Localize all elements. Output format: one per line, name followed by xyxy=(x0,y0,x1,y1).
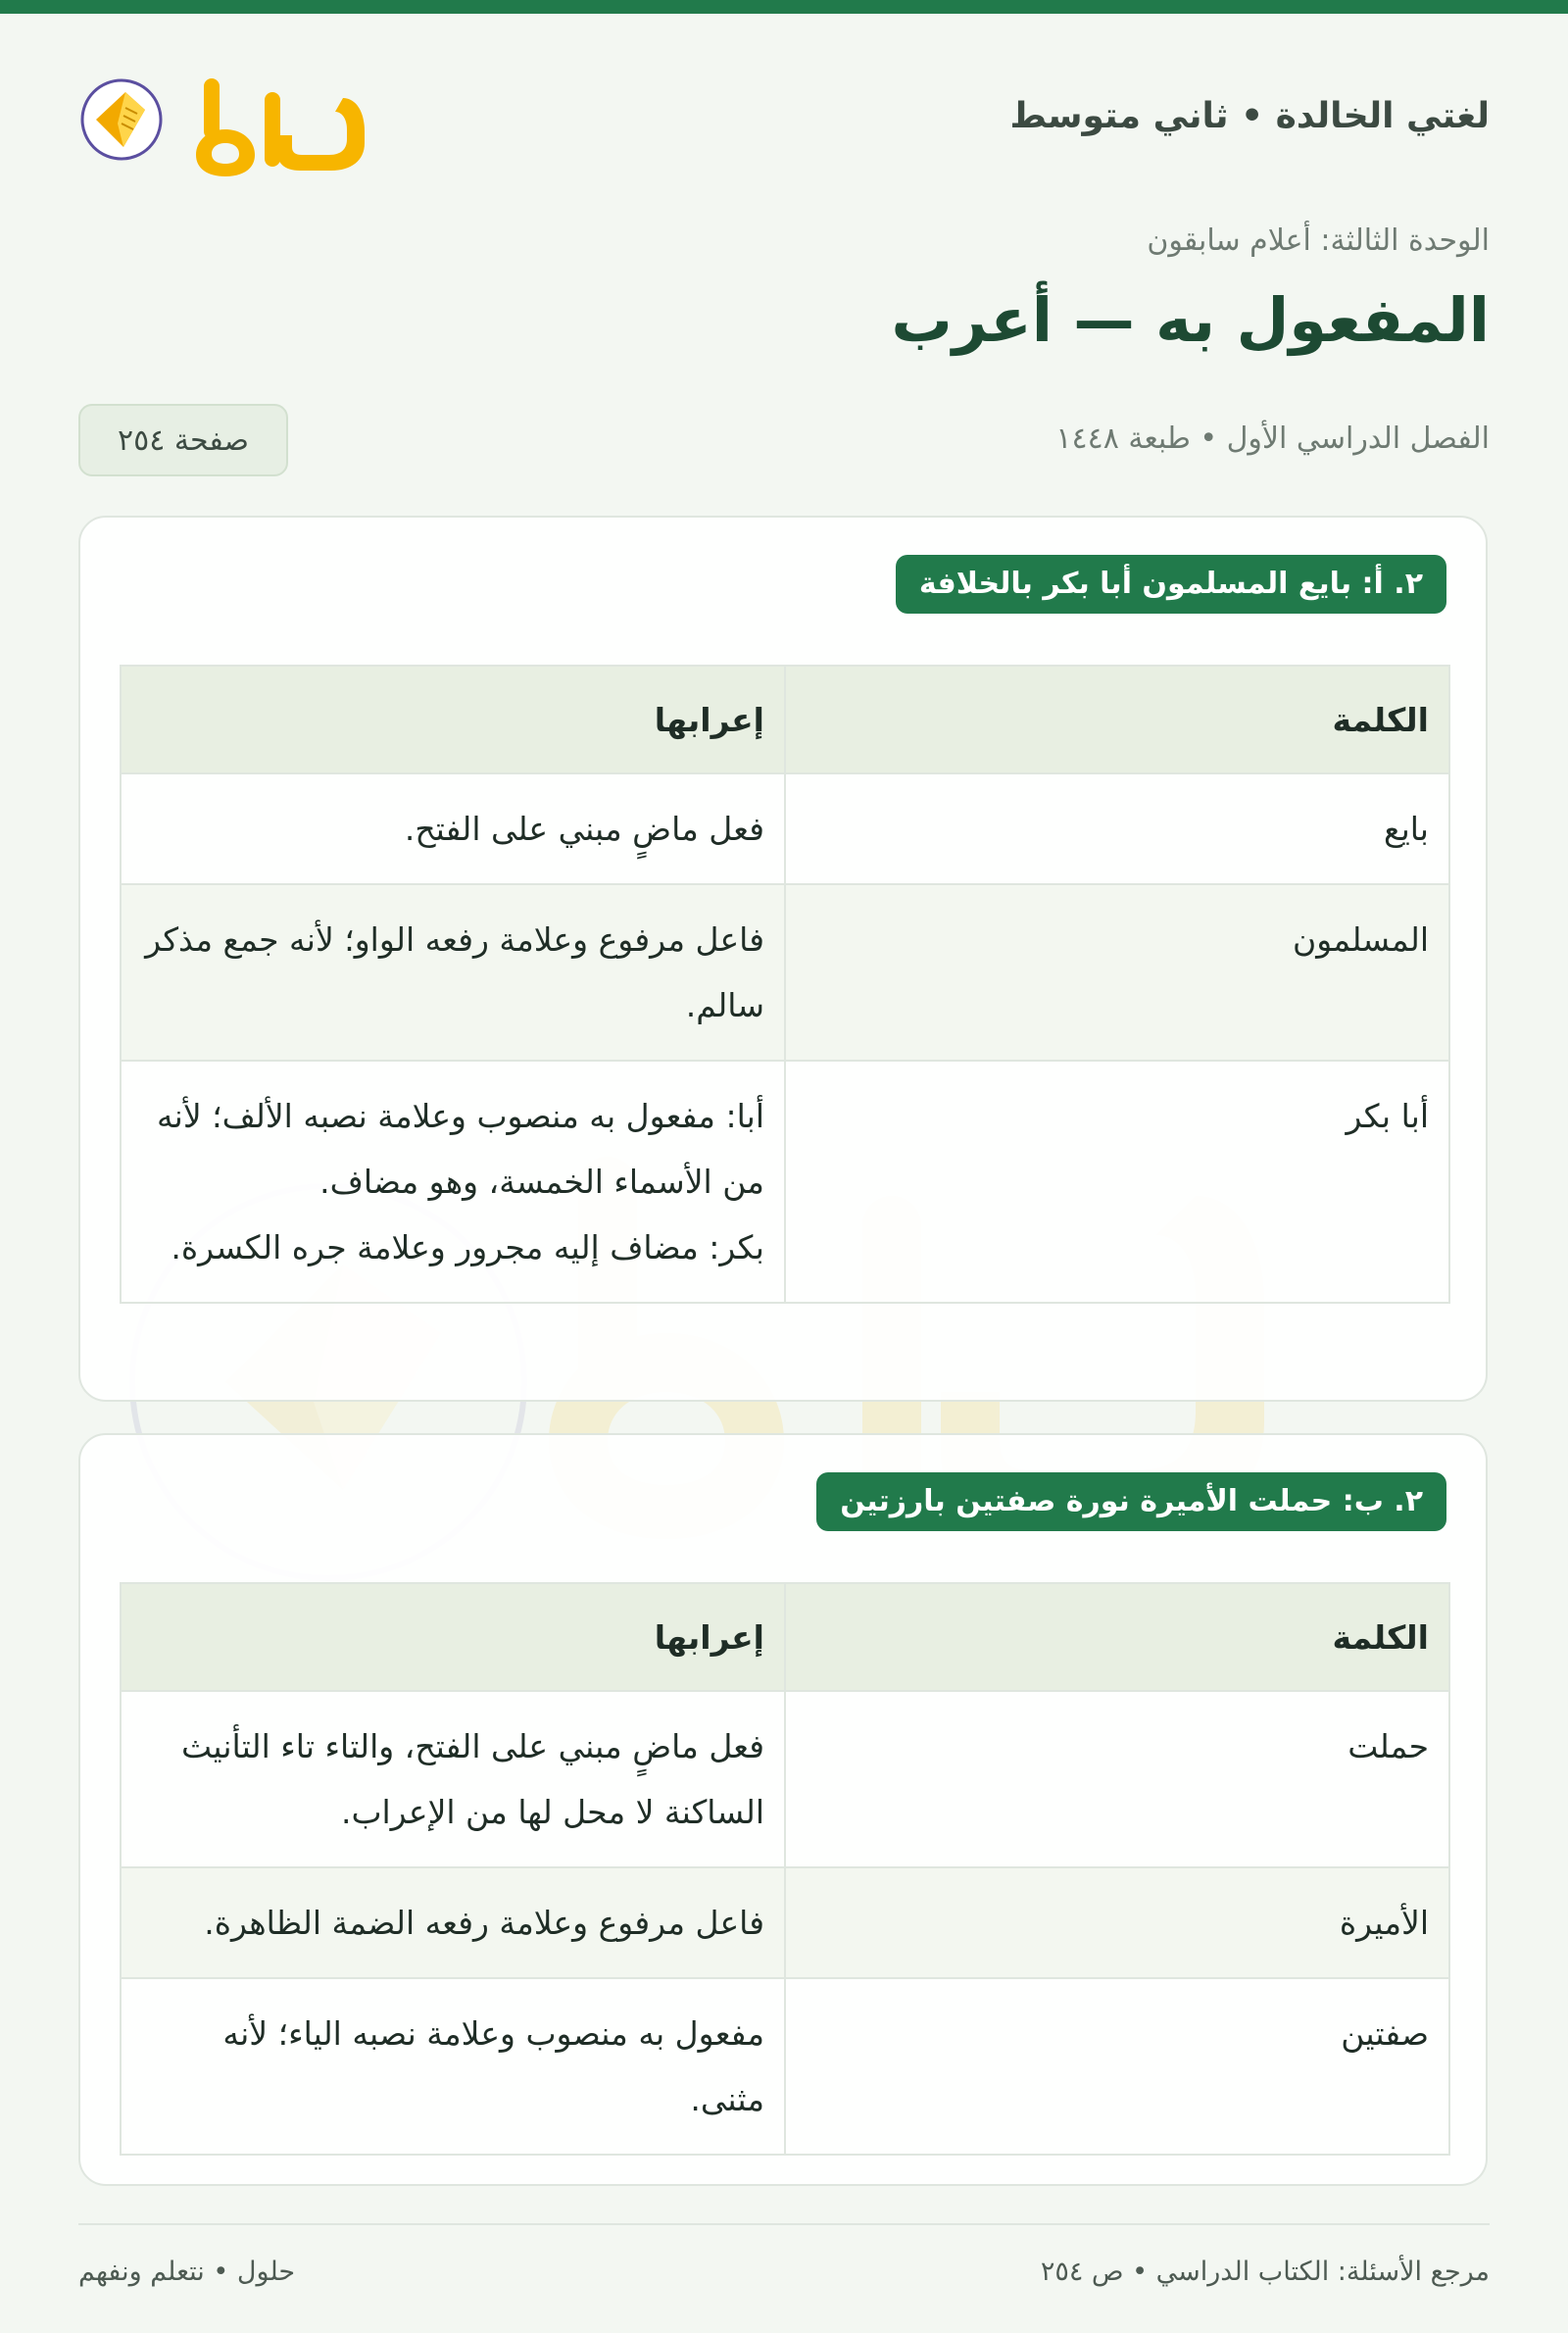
footer-divider xyxy=(78,2223,1490,2225)
word-cell: حملت xyxy=(785,1691,1449,1867)
parse-line: فاعل مرفوع وعلامة رفعه الواو؛ لأنه جمع مذكر سالم. xyxy=(145,920,764,1024)
parsing-table xyxy=(120,665,1450,1304)
question-card-a xyxy=(78,516,1488,1402)
book-title: لغتي الخالدة • ثاني متوسط xyxy=(1009,96,1490,136)
hulul-logo-icon xyxy=(78,59,372,176)
term-info: الفصل الدراسي الأول • طبعة ١٤٤٨ xyxy=(1055,422,1490,456)
word-cell: المسلمون xyxy=(785,884,1449,1061)
parse-cell xyxy=(121,1978,785,2155)
footer-reference: مرجع الأسئلة: الكتاب الدراسي • ص ٢٥٤ xyxy=(1040,2257,1490,2287)
parse-cell xyxy=(121,1061,785,1303)
word-cell: صفتين xyxy=(785,1978,1449,2155)
column-header-parse: إعرابها xyxy=(121,1583,785,1691)
column-header-parse: إعرابها xyxy=(121,666,785,773)
parse-cell xyxy=(121,1867,785,1978)
parse-cell xyxy=(121,884,785,1061)
parse-line: فاعل مرفوع وعلامة رفعه الضمة الظاهرة. xyxy=(204,1904,764,1942)
table-row xyxy=(121,1691,1449,1867)
parse-line: بكر: مضاف إليه مجرور وعلامة جره الكسرة. xyxy=(171,1228,764,1266)
word-cell: الأميرة xyxy=(785,1867,1449,1978)
parse-cell xyxy=(121,773,785,884)
page-header xyxy=(78,59,1490,176)
column-header-word: الكلمة xyxy=(785,666,1449,773)
question-card-b xyxy=(78,1433,1488,2186)
word-cell: أبا بكر xyxy=(785,1061,1449,1303)
table-row xyxy=(121,1867,1449,1978)
column-header-word: الكلمة xyxy=(785,1583,1449,1691)
table-row xyxy=(121,773,1449,884)
word-cell: بايع xyxy=(785,773,1449,884)
parse-line: أبا: مفعول به منصوب وعلامة نصبه الألف؛ لأنه من الأسماء الخمسة، وهو مضاف. xyxy=(156,1097,764,1201)
unit-name: الوحدة الثالثة: أعلام سابقون xyxy=(1147,223,1490,258)
question-label: ٢. أ: بايع المسلمون أبا بكر بالخلافة xyxy=(896,555,1446,614)
parsing-table xyxy=(120,1582,1450,2156)
parse-line: فعل ماضٍ مبني على الفتح، والتاء تاء التأنيث الساكنة لا محل لها من الإعراب. xyxy=(180,1727,764,1831)
parse-line: فعل ماضٍ مبني على الفتح. xyxy=(404,810,764,848)
top-accent-bar xyxy=(0,0,1568,14)
parse-cell xyxy=(121,1691,785,1867)
page-number-badge: صفحة ٢٥٤ xyxy=(78,404,288,476)
table-row xyxy=(121,1061,1449,1303)
table-row xyxy=(121,884,1449,1061)
parse-line: مفعول به منصوب وعلامة نصبه الياء؛ لأنه مثنى. xyxy=(222,2014,764,2118)
question-label: ٢. ب: حملت الأميرة نورة صفتين بارزتين xyxy=(816,1472,1446,1531)
footer-brand: حلول • نتعلم ونفهم xyxy=(78,2257,296,2287)
page-title: المفعول به — أعرب xyxy=(891,284,1490,356)
table-row xyxy=(121,1978,1449,2155)
